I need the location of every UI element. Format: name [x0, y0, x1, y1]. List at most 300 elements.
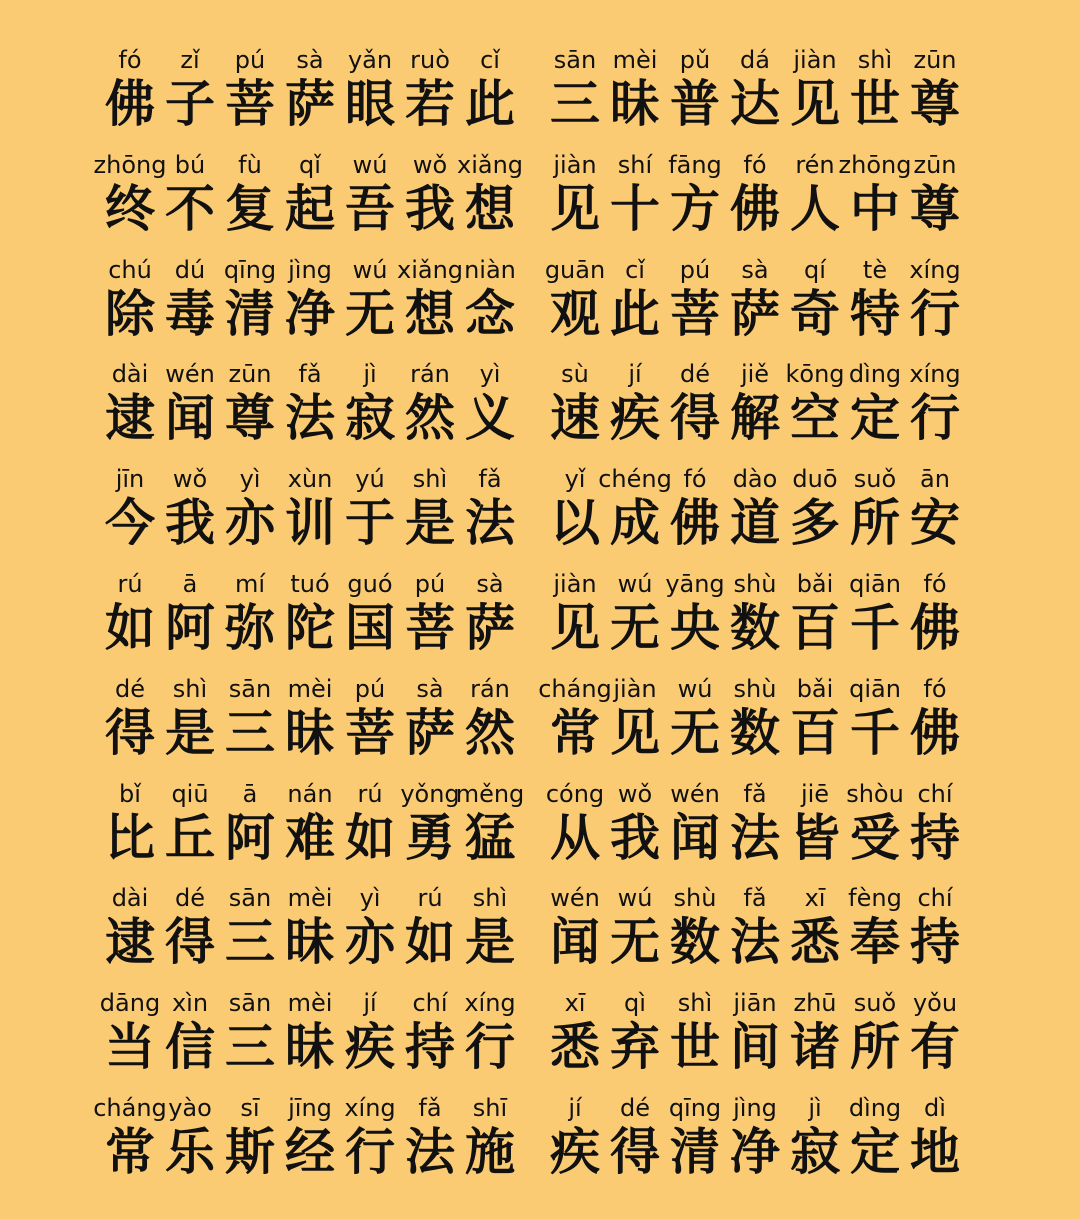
pinyin: wú — [677, 674, 713, 703]
character-cell — [460, 1092, 520, 1197]
hanzi: 常 — [550, 703, 600, 762]
pinyin: wén — [670, 779, 720, 808]
hanzi: 此 — [610, 284, 660, 343]
hanzi: 千 — [850, 599, 900, 657]
pinyin: cóng — [545, 779, 605, 808]
pinyin: shí — [617, 150, 653, 179]
pinyin: xíng — [909, 255, 961, 284]
hanzi: 我 — [610, 808, 660, 867]
hanzi: 从 — [550, 808, 600, 867]
hanzi: 定 — [850, 1123, 900, 1181]
verse-line-left — [100, 568, 520, 673]
hanzi: 难 — [285, 808, 335, 867]
pinyin: ruò — [410, 46, 450, 74]
pinyin: jīng — [288, 1094, 332, 1122]
hanzi: 终 — [105, 179, 155, 238]
verse-line-left — [100, 778, 525, 883]
pinyin: yāng — [665, 570, 725, 598]
pinyin: dài — [111, 360, 149, 389]
verse-line-right — [545, 568, 965, 673]
pinyin: wú — [617, 570, 653, 598]
pinyin: sà — [741, 255, 769, 284]
character-cell — [905, 778, 965, 883]
character-cell — [460, 673, 520, 778]
pinyin: niàn — [464, 255, 516, 284]
pinyin: jí — [628, 360, 642, 389]
pinyin: rán — [410, 360, 450, 389]
pinyin: pú — [679, 255, 711, 284]
pinyin: wǒ — [172, 465, 208, 494]
hanzi: 如 — [345, 808, 395, 867]
character-cell — [905, 149, 965, 254]
pinyin: chí — [917, 884, 953, 913]
hanzi: 国 — [345, 599, 395, 657]
hanzi: 疾 — [610, 389, 660, 448]
hanzi: 数 — [730, 599, 780, 657]
hanzi: 无 — [345, 284, 395, 343]
character-cell — [905, 1092, 965, 1197]
hanzi: 奉 — [850, 913, 900, 972]
pinyin: shì — [472, 884, 508, 913]
pinyin: nán — [287, 779, 333, 808]
pinyin: ān — [920, 465, 950, 494]
character-cell — [905, 44, 965, 149]
pinyin: yì — [479, 360, 501, 389]
pinyin: mèi — [287, 884, 333, 913]
pinyin: mèi — [287, 674, 333, 703]
verse-line-right — [545, 463, 965, 568]
pinyin: xī — [804, 884, 826, 913]
hanzi: 闻 — [670, 808, 720, 867]
pinyin: bǎi — [796, 570, 834, 598]
pinyin: qiān — [849, 674, 901, 703]
hanzi: 得 — [105, 703, 155, 762]
hanzi: 是 — [405, 494, 455, 553]
hanzi: 解 — [730, 389, 780, 448]
pinyin: yǎn — [347, 46, 393, 74]
hanzi: 达 — [730, 75, 780, 133]
hanzi: 方 — [670, 179, 720, 238]
character-cell — [455, 778, 525, 883]
pinyin: wú — [352, 150, 388, 179]
pinyin: jìng — [733, 1094, 777, 1122]
hanzi: 亦 — [225, 494, 275, 553]
pinyin: dé — [175, 884, 205, 913]
verse-row — [0, 987, 1080, 1092]
pinyin: pú — [354, 674, 386, 703]
hanzi: 中 — [850, 179, 900, 238]
hanzi: 世 — [850, 75, 900, 133]
hanzi: 萨 — [730, 284, 780, 343]
verse-line-right — [545, 882, 965, 987]
hanzi: 世 — [670, 1018, 720, 1077]
hanzi: 常 — [105, 1123, 155, 1181]
pinyin: yǒu — [912, 989, 958, 1018]
hanzi: 法 — [285, 389, 335, 448]
pinyin: fǎ — [743, 779, 767, 808]
hanzi: 施 — [465, 1123, 515, 1181]
hanzi: 空 — [790, 389, 840, 448]
hanzi: 陀 — [285, 599, 335, 657]
hanzi: 人 — [790, 179, 840, 238]
pinyin: dì — [924, 1094, 946, 1122]
pinyin: qiān — [849, 570, 901, 598]
hanzi: 此 — [465, 75, 515, 133]
pinyin: yú — [355, 465, 385, 494]
pinyin: tè — [862, 255, 888, 284]
pinyin: cháng — [538, 674, 612, 703]
hanzi: 然 — [465, 703, 515, 762]
hanzi: 持 — [910, 913, 960, 972]
pinyin: wú — [617, 884, 653, 913]
hanzi: 悉 — [790, 913, 840, 972]
pinyin: mí — [234, 570, 266, 598]
hanzi: 尊 — [225, 389, 275, 448]
pinyin: qīng — [668, 1094, 722, 1122]
hanzi: 今 — [105, 494, 155, 553]
hanzi: 想 — [465, 179, 515, 238]
pinyin: kōng — [785, 360, 845, 389]
pinyin: shì — [412, 465, 448, 494]
verse-line-left — [100, 358, 520, 463]
pinyin: shù — [673, 884, 717, 913]
pinyin: fó — [923, 674, 947, 703]
hanzi: 如 — [405, 913, 455, 972]
pinyin: mèi — [287, 989, 333, 1018]
pinyin: zūn — [913, 46, 957, 74]
verse-row — [0, 882, 1080, 987]
verse-line-right — [545, 44, 965, 149]
hanzi: 阿 — [225, 808, 275, 867]
pinyin: xiǎng — [396, 255, 464, 284]
hanzi: 若 — [405, 75, 455, 133]
verse-line-right — [545, 987, 965, 1092]
character-cell — [456, 149, 524, 254]
hanzi: 菩 — [405, 599, 455, 657]
pinyin: bú — [174, 150, 206, 179]
hanzi: 普 — [670, 75, 720, 133]
pinyin: shòu — [846, 779, 904, 808]
pinyin: suǒ — [853, 989, 897, 1018]
hanzi: 百 — [790, 599, 840, 657]
pinyin: fǎ — [298, 360, 322, 389]
verse-line-right — [545, 358, 965, 463]
pinyin: jí — [568, 1094, 582, 1122]
hanzi: 眼 — [345, 75, 395, 133]
hanzi: 悉 — [550, 1018, 600, 1077]
pinyin: jì — [363, 360, 377, 389]
hanzi: 昧 — [285, 913, 335, 972]
pinyin: jiàn — [553, 570, 597, 598]
pinyin: sà — [416, 674, 444, 703]
hanzi: 三 — [225, 913, 275, 972]
pinyin: sān — [228, 989, 272, 1018]
pinyin: zhōng — [93, 150, 167, 179]
hanzi: 无 — [610, 599, 660, 657]
hanzi: 毒 — [165, 284, 215, 343]
pinyin: dài — [111, 884, 149, 913]
hanzi: 是 — [165, 703, 215, 762]
pinyin: cháng — [93, 1094, 167, 1122]
pinyin: zūn — [228, 360, 272, 389]
hanzi: 比 — [105, 808, 155, 867]
pinyin: shī — [472, 1094, 508, 1122]
hanzi: 得 — [670, 389, 720, 448]
hanzi: 闻 — [165, 389, 215, 448]
pinyin: rú — [417, 884, 443, 913]
hanzi: 法 — [730, 913, 780, 972]
character-cell — [460, 882, 520, 987]
pinyin: dé — [115, 674, 145, 703]
pinyin: wǒ — [412, 150, 448, 179]
hanzi: 是 — [465, 913, 515, 972]
verse-line-left — [93, 149, 524, 254]
pinyin: xíng — [344, 1094, 396, 1122]
hanzi: 佛 — [670, 494, 720, 553]
hanzi: 吾 — [345, 179, 395, 238]
pinyin: jiē — [800, 779, 830, 808]
verse-row — [0, 778, 1080, 883]
pinyin: dé — [620, 1094, 650, 1122]
pinyin: zhū — [793, 989, 837, 1018]
hanzi: 道 — [730, 494, 780, 553]
pinyin: sà — [476, 570, 504, 598]
character-cell — [460, 254, 520, 359]
character-cell — [460, 358, 520, 463]
verse-line-left — [100, 44, 520, 149]
hanzi: 逮 — [105, 913, 155, 972]
hanzi: 持 — [405, 1018, 455, 1077]
pinyin: jì — [808, 1094, 822, 1122]
hanzi: 萨 — [465, 599, 515, 657]
hanzi: 见 — [610, 703, 660, 762]
hanzi: 速 — [550, 389, 600, 448]
hanzi: 猛 — [465, 808, 515, 867]
pinyin: shì — [677, 989, 713, 1018]
pinyin: guān — [544, 255, 606, 284]
hanzi: 我 — [405, 179, 455, 238]
pinyin: dá — [740, 46, 770, 74]
pinyin: duō — [792, 465, 838, 494]
hanzi: 萨 — [405, 703, 455, 762]
hanzi: 亦 — [345, 913, 395, 972]
pinyin: fāng — [668, 150, 722, 179]
verse-line-left — [100, 463, 520, 568]
pinyin: rán — [470, 674, 510, 703]
pinyin: suǒ — [853, 465, 897, 494]
pinyin: wén — [165, 360, 215, 389]
hanzi: 复 — [225, 179, 275, 238]
pinyin: dìng — [848, 1094, 902, 1122]
pinyin: chú — [108, 255, 152, 284]
pinyin: jiān — [733, 989, 777, 1018]
pinyin: yǐ — [564, 465, 586, 494]
pinyin: xiǎng — [456, 150, 524, 179]
pinyin: tuó — [290, 570, 330, 598]
pinyin: dé — [680, 360, 710, 389]
hanzi: 见 — [550, 599, 600, 657]
verse-line-left — [93, 1092, 520, 1197]
verse-line-left — [100, 987, 520, 1092]
hanzi: 经 — [285, 1123, 335, 1181]
hanzi: 菩 — [345, 703, 395, 762]
hanzi: 千 — [850, 703, 900, 762]
pinyin: fó — [923, 570, 947, 598]
hanzi: 地 — [910, 1123, 960, 1181]
character-cell — [905, 568, 965, 673]
hanzi: 佛 — [910, 703, 960, 762]
pinyin: bǎi — [796, 674, 834, 703]
hanzi: 佛 — [105, 75, 155, 133]
hanzi: 我 — [165, 494, 215, 553]
hanzi: 行 — [910, 284, 960, 343]
hanzi: 除 — [105, 284, 155, 343]
verse-row — [0, 1092, 1080, 1197]
hanzi: 寂 — [345, 389, 395, 448]
hanzi: 观 — [550, 284, 600, 343]
hanzi: 逮 — [105, 389, 155, 448]
pinyin: sān — [228, 884, 272, 913]
hanzi: 当 — [105, 1018, 155, 1077]
pinyin: xìn — [171, 989, 209, 1018]
hanzi: 定 — [850, 389, 900, 448]
hanzi: 成 — [610, 494, 660, 553]
hanzi: 菩 — [670, 284, 720, 343]
pinyin: guó — [347, 570, 393, 598]
hanzi: 行 — [465, 1018, 515, 1077]
pinyin: jìng — [288, 255, 332, 284]
pinyin: jiě — [740, 360, 770, 389]
pinyin: xíng — [909, 360, 961, 389]
hanzi: 多 — [790, 494, 840, 553]
verse-row — [0, 44, 1080, 149]
hanzi: 菩 — [225, 75, 275, 133]
pinyin: qīng — [223, 255, 277, 284]
hanzi: 疾 — [550, 1123, 600, 1181]
hanzi: 弥 — [225, 599, 275, 657]
verse-line-left — [100, 254, 520, 359]
hanzi: 清 — [225, 284, 275, 343]
hanzi: 无 — [610, 913, 660, 972]
hanzi: 所 — [850, 1018, 900, 1077]
pinyin: pǔ — [679, 46, 711, 74]
pinyin: sà — [296, 46, 324, 74]
hanzi: 有 — [910, 1018, 960, 1077]
pinyin: ā — [242, 779, 258, 808]
hanzi: 数 — [730, 703, 780, 762]
pinyin: xùn — [287, 465, 333, 494]
pinyin: chí — [412, 989, 448, 1018]
character-cell — [905, 673, 965, 778]
pinyin: sān — [228, 674, 272, 703]
pinyin: qì — [624, 989, 646, 1018]
verse-line-left — [100, 673, 520, 778]
hanzi: 阿 — [165, 599, 215, 657]
character-cell — [905, 987, 965, 1092]
hanzi: 尊 — [910, 75, 960, 133]
pinyin: pú — [234, 46, 266, 74]
hanzi: 佛 — [910, 599, 960, 657]
hanzi: 疾 — [345, 1018, 395, 1077]
verse-line-right — [545, 778, 965, 883]
pinyin: yào — [168, 1094, 212, 1122]
hanzi: 训 — [285, 494, 335, 553]
hanzi: 间 — [730, 1018, 780, 1077]
pinyin: yì — [239, 465, 261, 494]
character-cell — [460, 987, 520, 1092]
pinyin: fù — [238, 150, 262, 179]
pinyin: fǎ — [478, 465, 502, 494]
hanzi: 昧 — [285, 703, 335, 762]
hanzi: 无 — [670, 703, 720, 762]
pinyin: shì — [172, 674, 208, 703]
hanzi: 不 — [165, 179, 215, 238]
hanzi: 三 — [225, 1018, 275, 1077]
verse-row — [0, 463, 1080, 568]
pinyin: jiàn — [553, 150, 597, 179]
pinyin: rú — [117, 570, 143, 598]
hanzi: 法 — [405, 1123, 455, 1181]
verse-line-right — [545, 254, 965, 359]
hanzi: 弃 — [610, 1018, 660, 1077]
pinyin: pú — [414, 570, 446, 598]
verse-line-right — [545, 149, 965, 254]
hanzi: 勇 — [405, 808, 455, 867]
hanzi: 昧 — [610, 75, 660, 133]
hanzi: 萨 — [285, 75, 335, 133]
hanzi: 斯 — [225, 1123, 275, 1181]
pinyin: jiàn — [613, 674, 657, 703]
hanzi: 三 — [550, 75, 600, 133]
pinyin: ā — [182, 570, 198, 598]
pinyin: shù — [733, 570, 777, 598]
hanzi: 行 — [345, 1123, 395, 1181]
pinyin: cǐ — [625, 255, 645, 284]
pinyin: fǎ — [418, 1094, 442, 1122]
verse-row — [0, 568, 1080, 673]
hanzi: 净 — [730, 1123, 780, 1181]
hanzi: 法 — [730, 808, 780, 867]
pinyin: jiàn — [793, 46, 837, 74]
hanzi: 尊 — [910, 179, 960, 238]
pinyin: jí — [363, 989, 377, 1018]
pinyin: bǐ — [119, 779, 141, 808]
pinyin: wén — [550, 884, 600, 913]
pinyin: sù — [561, 360, 589, 389]
pinyin: shù — [733, 674, 777, 703]
pinyin: yì — [359, 884, 381, 913]
hanzi: 见 — [790, 75, 840, 133]
verse-row — [0, 254, 1080, 359]
hanzi: 法 — [465, 494, 515, 553]
hanzi: 央 — [670, 599, 720, 657]
hanzi: 信 — [165, 1018, 215, 1077]
character-cell — [905, 882, 965, 987]
pinyin: wǒ — [617, 779, 653, 808]
hanzi: 清 — [670, 1123, 720, 1181]
pinyin: qí — [804, 255, 826, 284]
character-cell — [905, 463, 965, 568]
verse-row — [0, 673, 1080, 778]
pinyin: jīn — [115, 465, 145, 494]
hanzi: 想 — [405, 284, 455, 343]
hanzi: 行 — [910, 389, 960, 448]
pinyin: rén — [795, 150, 835, 179]
pinyin: yǒng — [400, 779, 460, 808]
hanzi: 安 — [910, 494, 960, 553]
hanzi: 于 — [345, 494, 395, 553]
pinyin: xī — [564, 989, 586, 1018]
